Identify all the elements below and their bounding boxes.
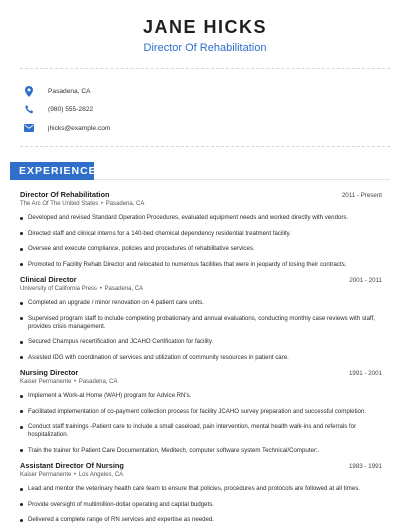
contact-email[interactable] — [20, 119, 110, 137]
job-entry — [20, 190, 382, 269]
job-dates: 2001 - 2011 — [349, 277, 382, 284]
resume-header — [0, 0, 410, 54]
contact-location — [20, 82, 110, 100]
list-item: Completed an upgrade / minor renovation on 4 patient care units. — [20, 299, 382, 307]
job-organization: University of California Press • Pasadena, CA — [20, 286, 144, 292]
email-icon — [22, 121, 36, 135]
experience-list — [20, 190, 382, 530]
phone-icon — [22, 103, 36, 117]
job-location: Pasadena, CA — [104, 286, 144, 292]
job-organization: Kaiser Permanente • Pasadena, CA — [20, 379, 118, 385]
candidate-title: Director Of Rehabilitation — [143, 42, 267, 54]
job-dates: 1983 - 1991 — [348, 463, 382, 470]
list-item: Secured Champus recertification and JCAHO Certification for facility. — [20, 338, 382, 346]
list-item: Directed staff and clinical interns for a 140-bed chemical dependency residential treatment facility. — [20, 230, 382, 238]
job-company: The Arc Of The United States — [20, 201, 99, 207]
job-title: Assistant Director Of Nursing — [20, 461, 124, 470]
job-dates: 1991 - 2001 — [348, 370, 382, 377]
job-title: Clinical Director — [20, 275, 77, 284]
job-title: Nursing Director — [20, 368, 79, 377]
candidate-name: JANE HICKS — [142, 17, 268, 37]
list-item: Conduct staff trainings -Patient care to include a small caseload, pain intervention, mental health walk-ins and referrals for hospitalization. — [20, 423, 382, 439]
contact-phone-text: (980) 555-2822 — [48, 106, 94, 113]
list-item: Train the trainer for Patient Care Documentation, Meditech, computer software system Technical/Computer:. — [20, 447, 382, 455]
section-underline — [94, 179, 390, 180]
list-item: Implement a Work-at Home (WAH) program for Advice RN's. — [20, 392, 382, 400]
job-location: Pasadena, CA — [78, 379, 118, 385]
job-bullets — [20, 485, 382, 524]
job-company: Kaiser Permanente — [20, 379, 72, 385]
list-item: Provide oversight of multimillion-dollar operating and capital budgets. — [20, 501, 382, 509]
job-location: Pasadena, CA — [105, 201, 145, 207]
job-bullets — [20, 392, 382, 455]
job-entry — [20, 461, 382, 524]
list-item: Assisted IDG with coordination of services and utilization of community resources in patient care. — [20, 354, 382, 362]
job-organization: Kaiser Permanente • Los Angeles, CA — [20, 472, 124, 478]
list-item: Oversee and execute compliance, policies and procedures of rehabilitative services. — [20, 245, 382, 253]
contact-block — [20, 82, 110, 138]
job-entry — [20, 368, 382, 455]
job-bullets — [20, 214, 382, 269]
job-bullets — [20, 299, 382, 362]
job-entry — [20, 275, 382, 362]
job-company: University of California Press — [20, 286, 98, 292]
list-item: Developed and revised Standard Operation Procedures, evaluated equipment needs and worked directly with vendors. — [20, 214, 382, 222]
contact-location-text: Pasadena, CA — [48, 87, 91, 95]
divider — [20, 68, 390, 69]
section-heading-experience: EXPERIENCE — [10, 162, 94, 180]
list-item: Facilitated implementation of co-payment collection process for facility JCAHO survey preparation and successful completion. — [20, 408, 382, 416]
contact-phone — [20, 101, 110, 119]
divider — [20, 146, 390, 147]
list-item: Delivered a complete range of RN services and expertise as needed. — [20, 516, 382, 524]
job-organization: The Arc Of The United States • Pasadena, CA — [20, 201, 145, 207]
list-item: Lead and mentor the veterinary health care team to ensure that policies, procedures and protocols are followed at all times. — [20, 485, 382, 493]
contact-email-text[interactable]: jhicks@example.com — [48, 124, 111, 132]
location-pin-icon — [22, 84, 36, 98]
job-dates: 2011 - Present — [341, 192, 382, 199]
job-company: Kaiser Permanente — [20, 472, 72, 478]
list-item: Promoted to Facility Rehab Director and relocated to numerous facilities that were in jeopardy of losing their contracts. — [20, 261, 382, 269]
job-location: Los Angeles, CA — [78, 472, 124, 478]
job-title: Director Of Rehabilitation — [20, 190, 110, 199]
list-item: Supervised program staff to include completing probationary and annual evaluations, conducting monthly case reviews with staff, provides crisis management. — [20, 315, 382, 331]
